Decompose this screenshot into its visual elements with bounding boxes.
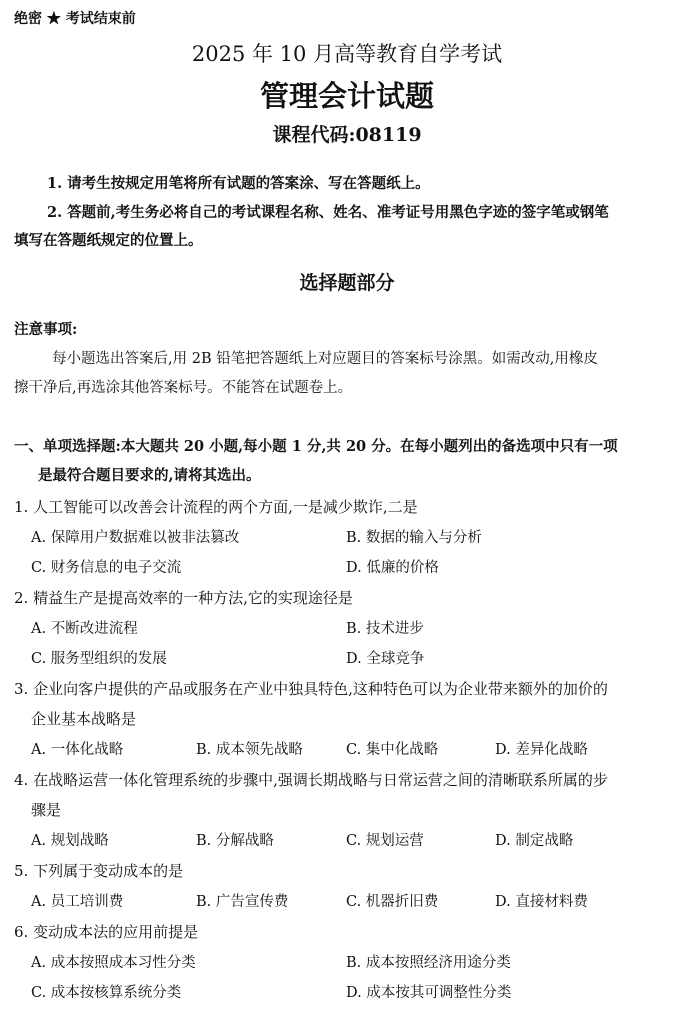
option-a: A. 规划战略	[31, 833, 109, 849]
option-c: C. 财务信息的电子交流	[31, 560, 182, 576]
option-d: D. 差异化战略	[495, 742, 588, 758]
exam-title: 2025 年 10 月高等教育自学考试	[191, 42, 503, 66]
option-b: B. 技术进步	[346, 621, 424, 637]
question-stem: 1. 人工智能可以改善会计流程的两个方面,一是减少欺诈,二是	[14, 498, 418, 516]
option-b: B. 成本按照经济用途分类	[346, 955, 511, 971]
option-c: C. 成本按核算系统分类	[31, 985, 182, 1001]
question-stem-continued: 骤是	[31, 801, 62, 819]
option-b: B. 广告宣传费	[196, 894, 289, 910]
option-d: D. 低廉的价格	[346, 560, 439, 576]
question-stem-continued: 企业基本战略是	[31, 710, 137, 728]
option-d: D. 全球竞争	[346, 651, 425, 667]
subject-title: 管理会计试题	[259, 79, 434, 113]
instruction-item-1: 1. 请考生按规定用笔将所有试题的答案涂、写在答题纸上。	[47, 175, 430, 192]
option-c: C. 规划运营	[346, 833, 424, 849]
option-b: B. 成本领先战略	[196, 742, 303, 758]
option-d: D. 制定战略	[495, 833, 574, 849]
part-heading-line2: 是最符合题目要求的,请将其选出。	[38, 467, 261, 484]
option-d: D. 直接材料费	[495, 894, 588, 910]
instruction-item-2-line1: 2. 答题前,考生务必将自己的考试课程名称、姓名、准考证号用黑色字迹的签字笔或钢笔	[47, 204, 609, 221]
question-stem: 4. 在战略运营一体化管理系统的步骤中,强调长期战略与日常运营之间的清晰联系所属的步	[14, 771, 608, 789]
option-a: A. 成本按照成本习性分类	[31, 955, 196, 971]
option-a: A. 一体化战略	[31, 742, 124, 758]
course-code: 课程代码:08119	[272, 124, 422, 146]
section-title: 选择题部分	[299, 272, 395, 294]
question-stem: 6. 变动成本法的应用前提是	[14, 923, 199, 941]
question-stem: 3. 企业向客户提供的产品或服务在产业中独具特色,这种特色可以为企业带来额外的加价的	[14, 680, 608, 698]
option-c: C. 机器折旧费	[346, 894, 439, 910]
option-b: B. 数据的输入与分析	[346, 530, 482, 546]
part-heading-line1: 一、单项选择题:本大题共 20 小题,每小题 1 分,共 20 分。在每小题列出的备选项中只有一项	[14, 438, 618, 455]
option-c: C. 服务型组织的发展	[31, 651, 167, 667]
option-a: A. 保障用户数据难以被非法篡改	[31, 530, 240, 546]
attention-label: 注意事项:	[14, 321, 78, 338]
option-d: D. 成本按其可调整性分类	[346, 985, 512, 1001]
instruction-item-2-line2: 填写在答题纸规定的位置上。	[14, 232, 203, 249]
confidential-mark: 绝密 ★ 考试结束前	[14, 11, 136, 27]
question-stem: 2. 精益生产是提高效率的一种方法,它的实现途径是	[14, 589, 353, 607]
option-a: A. 员工培训费	[31, 894, 124, 910]
option-b: B. 分解战略	[196, 833, 274, 849]
option-a: A. 不断改进流程	[31, 621, 138, 637]
question-stem: 5. 下列属于变动成本的是	[14, 862, 184, 880]
attention-text-line1: 每小题选出答案后,用 2B 铅笔把答题纸上对应题目的答案标号涂黑。如需改动,用橡皮	[52, 351, 598, 367]
attention-text-line2: 擦干净后,再选涂其他答案标号。不能答在试题卷上。	[14, 380, 353, 396]
option-c: C. 集中化战略	[346, 742, 439, 758]
